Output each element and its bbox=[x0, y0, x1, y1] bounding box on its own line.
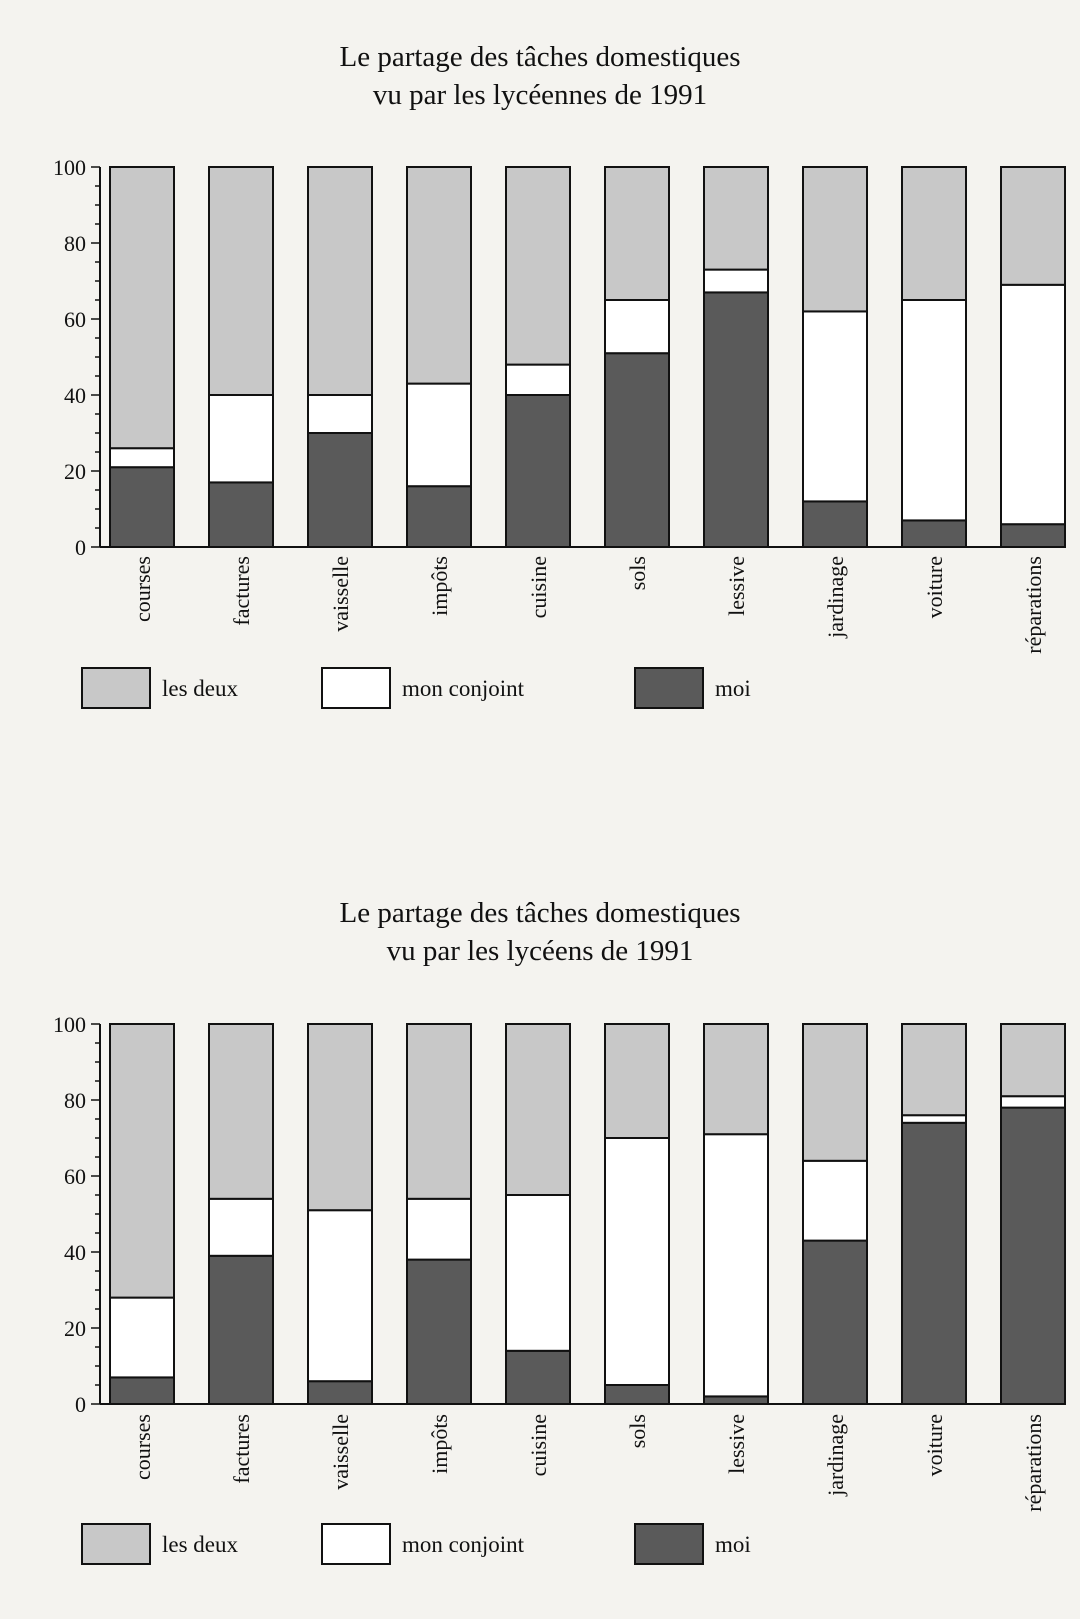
legend-label: les deux bbox=[162, 676, 239, 701]
category-label: factures bbox=[229, 556, 254, 626]
bar-segment-moi-impôts bbox=[407, 486, 471, 547]
bar-segment-mon-conjoint-voiture bbox=[902, 300, 966, 520]
bar-segment-mon-conjoint-réparations bbox=[1001, 1096, 1065, 1107]
category-label: sols bbox=[625, 556, 650, 591]
y-tick-label: 80 bbox=[64, 1088, 86, 1113]
bar-segment-les-deux-impôts bbox=[407, 1024, 471, 1199]
bar-segment-les-deux-cuisine bbox=[506, 167, 570, 365]
bar-segment-les-deux-vaisselle bbox=[308, 167, 372, 395]
bar-segment-mon-conjoint-vaisselle bbox=[308, 395, 372, 433]
bar-segment-mon-conjoint-jardinage bbox=[803, 1161, 867, 1241]
bar-segment-mon-conjoint-jardinage bbox=[803, 311, 867, 501]
category-label: cuisine bbox=[526, 1414, 551, 1477]
bar-segment-mon-conjoint-cuisine bbox=[506, 1195, 570, 1351]
category-label: impôts bbox=[427, 1414, 452, 1474]
bar-segment-les-deux-cuisine bbox=[506, 1024, 570, 1195]
bar-segment-les-deux-vaisselle bbox=[308, 1024, 372, 1210]
category-label: impôts bbox=[427, 556, 452, 616]
category-label: lessive bbox=[724, 1414, 749, 1474]
bar-segment-moi-factures bbox=[209, 1256, 273, 1404]
bar-segment-les-deux-lessive bbox=[704, 167, 768, 270]
category-label: courses bbox=[130, 1414, 155, 1480]
category-label: cuisine bbox=[526, 556, 551, 619]
category-label: jardinage bbox=[823, 1414, 848, 1496]
legend-label: moi bbox=[715, 676, 751, 701]
legend-label: les deux bbox=[162, 1532, 239, 1557]
category-label: réparations bbox=[1021, 1414, 1046, 1512]
bar-segment-mon-conjoint-factures bbox=[209, 1199, 273, 1256]
bar-segment-moi-sols bbox=[605, 353, 669, 547]
chart-2 bbox=[53, 897, 1065, 1564]
bar-segment-mon-conjoint-courses bbox=[110, 448, 174, 467]
bar-segment-moi-vaisselle bbox=[308, 1381, 372, 1404]
chart-title-line: Le partage des tâches domestiques bbox=[339, 897, 741, 929]
bar-segment-mon-conjoint-sols bbox=[605, 300, 669, 353]
bar-segment-les-deux-courses bbox=[110, 167, 174, 448]
bar-segment-moi-vaisselle bbox=[308, 433, 372, 547]
bar-segment-les-deux-voiture bbox=[902, 167, 966, 300]
y-tick-label: 100 bbox=[53, 1012, 86, 1037]
legend-swatch-moi bbox=[635, 668, 703, 708]
category-label: lessive bbox=[724, 556, 749, 616]
legend-label: mon conjoint bbox=[402, 1532, 525, 1557]
bar-segment-moi-cuisine bbox=[506, 1351, 570, 1404]
bar-segment-mon-conjoint-impôts bbox=[407, 384, 471, 487]
bar-segment-mon-conjoint-lessive bbox=[704, 1134, 768, 1396]
y-tick-label: 0 bbox=[75, 535, 86, 560]
category-label: factures bbox=[229, 1414, 254, 1484]
y-tick-label: 80 bbox=[64, 231, 86, 256]
bar-segment-moi-impôts bbox=[407, 1260, 471, 1404]
bar-segment-les-deux-lessive bbox=[704, 1024, 768, 1134]
category-label: réparations bbox=[1021, 556, 1046, 654]
category-label: voiture bbox=[922, 1414, 947, 1477]
y-tick-label: 0 bbox=[75, 1392, 86, 1417]
bar-segment-les-deux-jardinage bbox=[803, 167, 867, 311]
legend-label: moi bbox=[715, 1532, 751, 1557]
bar-segment-les-deux-jardinage bbox=[803, 1024, 867, 1161]
bar-segment-les-deux-impôts bbox=[407, 167, 471, 384]
legend-label: mon conjoint bbox=[402, 676, 525, 701]
legend-swatch-les-deux bbox=[82, 668, 150, 708]
legend-swatch-mon-conjoint bbox=[322, 1524, 390, 1564]
bar-segment-mon-conjoint-factures bbox=[209, 395, 273, 482]
category-label: jardinage bbox=[823, 556, 848, 638]
bar-segment-moi-sols bbox=[605, 1385, 669, 1404]
y-tick-label: 20 bbox=[64, 459, 86, 484]
y-tick-label: 100 bbox=[53, 155, 86, 180]
bar-segment-moi-jardinage bbox=[803, 1241, 867, 1404]
bar-segment-les-deux-réparations bbox=[1001, 167, 1065, 285]
category-label: courses bbox=[130, 556, 155, 622]
category-label: vaisselle bbox=[328, 556, 353, 632]
bar-segment-moi-courses bbox=[110, 1377, 174, 1404]
bar-segment-mon-conjoint-réparations bbox=[1001, 285, 1065, 524]
bar-segment-mon-conjoint-courses bbox=[110, 1298, 174, 1378]
chart-1 bbox=[53, 41, 1065, 708]
bar-segment-les-deux-réparations bbox=[1001, 1024, 1065, 1096]
bar-segment-les-deux-voiture bbox=[902, 1024, 966, 1115]
bar-segment-moi-jardinage bbox=[803, 501, 867, 547]
bar-segment-les-deux-sols bbox=[605, 167, 669, 300]
bar-segment-moi-voiture bbox=[902, 1123, 966, 1404]
bar-segment-moi-courses bbox=[110, 467, 174, 547]
chart-title-line: Le partage des tâches domestiques bbox=[339, 41, 741, 73]
category-label: sols bbox=[625, 1414, 650, 1449]
legend-swatch-les-deux bbox=[82, 1524, 150, 1564]
y-tick-label: 60 bbox=[64, 307, 86, 332]
y-tick-label: 40 bbox=[64, 1240, 86, 1265]
chart-title-line: vu par les lycéennes de 1991 bbox=[372, 79, 708, 111]
bar-segment-moi-lessive bbox=[704, 292, 768, 547]
bar-segment-mon-conjoint-vaisselle bbox=[308, 1210, 372, 1381]
bar-segment-mon-conjoint-sols bbox=[605, 1138, 669, 1385]
chart-title-line: vu par les lycéens de 1991 bbox=[386, 935, 694, 967]
bar-segment-mon-conjoint-cuisine bbox=[506, 365, 570, 395]
y-tick-label: 20 bbox=[64, 1316, 86, 1341]
bar-segment-moi-voiture bbox=[902, 520, 966, 547]
bar-segment-mon-conjoint-impôts bbox=[407, 1199, 471, 1260]
bar-segment-les-deux-factures bbox=[209, 1024, 273, 1199]
y-tick-label: 40 bbox=[64, 383, 86, 408]
bar-segment-les-deux-factures bbox=[209, 167, 273, 395]
bar-segment-moi-réparations bbox=[1001, 1108, 1065, 1404]
bar-segment-les-deux-courses bbox=[110, 1024, 174, 1298]
legend-swatch-mon-conjoint bbox=[322, 668, 390, 708]
y-tick-label: 60 bbox=[64, 1164, 86, 1189]
bar-segment-les-deux-sols bbox=[605, 1024, 669, 1138]
bar-segment-mon-conjoint-lessive bbox=[704, 270, 768, 293]
bar-segment-moi-lessive bbox=[704, 1396, 768, 1404]
bar-segment-moi-factures bbox=[209, 482, 273, 547]
legend-swatch-moi bbox=[635, 1524, 703, 1564]
category-label: voiture bbox=[922, 556, 947, 619]
bar-segment-moi-cuisine bbox=[506, 395, 570, 547]
category-label: vaisselle bbox=[328, 1414, 353, 1490]
bar-segment-mon-conjoint-voiture bbox=[902, 1115, 966, 1123]
bar-segment-moi-réparations bbox=[1001, 524, 1065, 547]
